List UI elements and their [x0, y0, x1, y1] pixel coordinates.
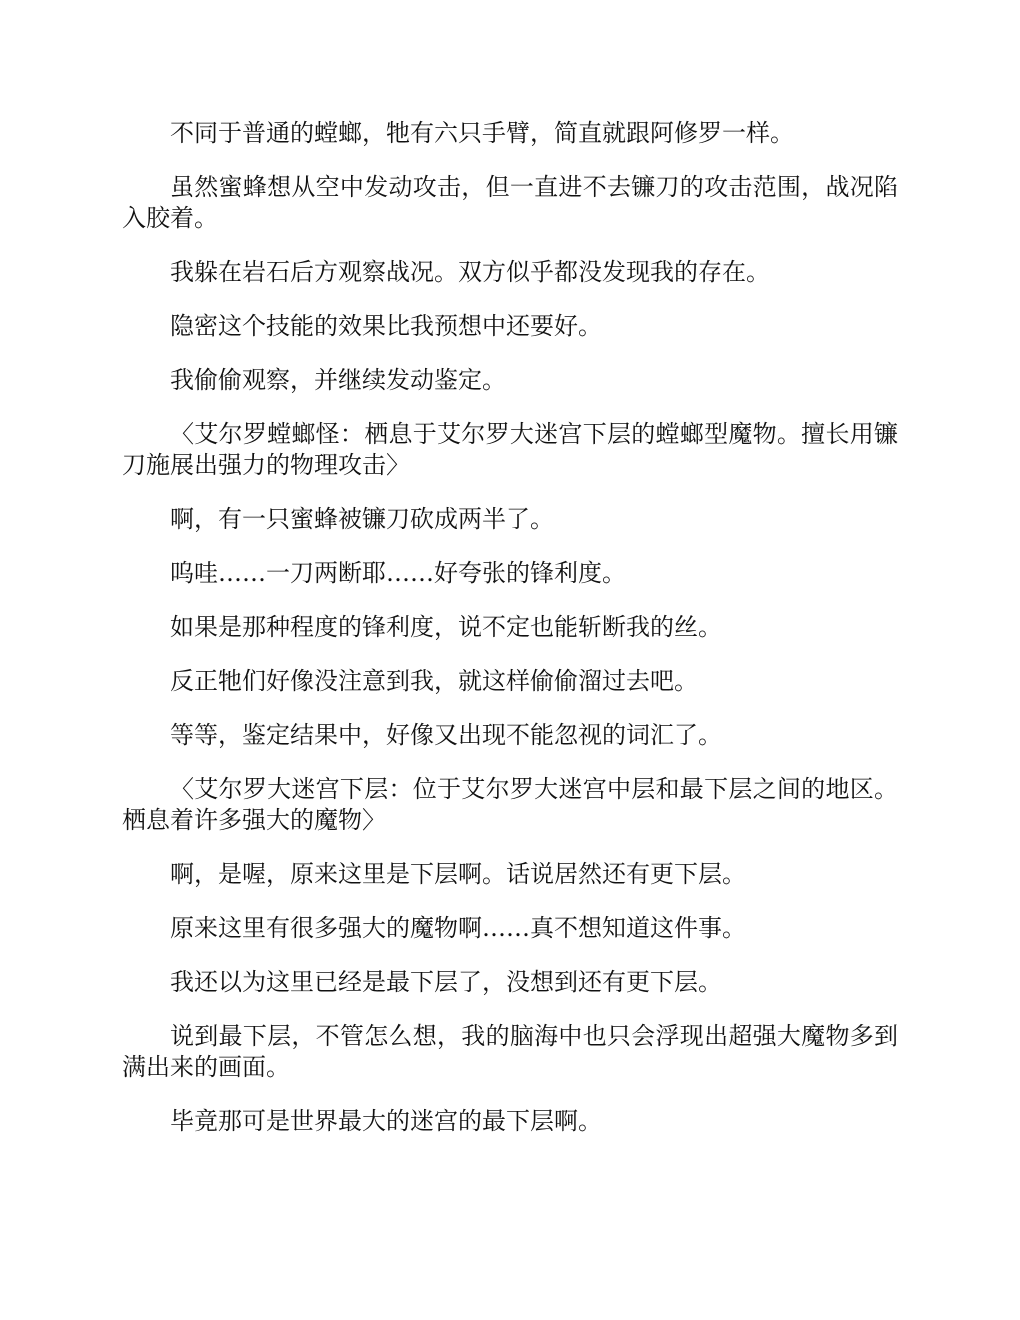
paragraph-9: 如果是那种程度的锋利度，说不定也能斩断我的丝。 — [170, 613, 722, 641]
paragraph-12: 〈艾尔罗大迷宫下层：位于艾尔罗大迷宫中层和最下层之间的地区。栖息着许多强大的魔物〉 — [122, 775, 898, 834]
paragraph-13: 啊，是喔，原来这里是下层啊。话说居然还有更下层。 — [170, 860, 746, 888]
paragraph-16: 说到最下层，不管怎么想，我的脑海中也只会浮现出超强大魔物多到满出来的画面。 — [122, 1022, 898, 1081]
paragraph-7: 啊，有一只蜜蜂被镰刀砍成两半了。 — [170, 505, 554, 533]
paragraph-14: 原来这里有很多强大的魔物啊……真不想知道这件事。 — [170, 914, 746, 942]
document-page — [122, 118, 898, 1160]
paragraph-10: 反正牠们好像没注意到我，就这样偷偷溜过去吧。 — [170, 667, 698, 695]
paragraph-6: 〈艾尔罗螳螂怪：栖息于艾尔罗大迷宫下层的螳螂型魔物。擅长用镰刀施展出强力的物理攻击〉 — [122, 420, 898, 479]
paragraph-1: 不同于普通的螳螂，牠有六只手臂，简直就跟阿修罗一样。 — [170, 119, 794, 147]
paragraph-11: 等等，鉴定结果中，好像又出现不能忽视的词汇了。 — [170, 721, 722, 749]
paragraph-15: 我还以为这里已经是最下层了，没想到还有更下层。 — [170, 968, 722, 996]
paragraph-17: 毕竟那可是世界最大的迷宫的最下层啊。 — [170, 1107, 602, 1135]
paragraph-5: 我偷偷观察，并继续发动鉴定。 — [170, 366, 506, 394]
paragraph-2: 虽然蜜蜂想从空中发动攻击，但一直进不去镰刀的攻击范围，战况陷入胶着。 — [122, 173, 898, 232]
paragraph-8: 呜哇……一刀两断耶……好夸张的锋利度。 — [170, 559, 626, 587]
paragraph-4: 隐密这个技能的效果比我预想中还要好。 — [170, 312, 602, 340]
paragraph-3: 我躲在岩石后方观察战况。双方似乎都没发现我的存在。 — [170, 258, 770, 286]
